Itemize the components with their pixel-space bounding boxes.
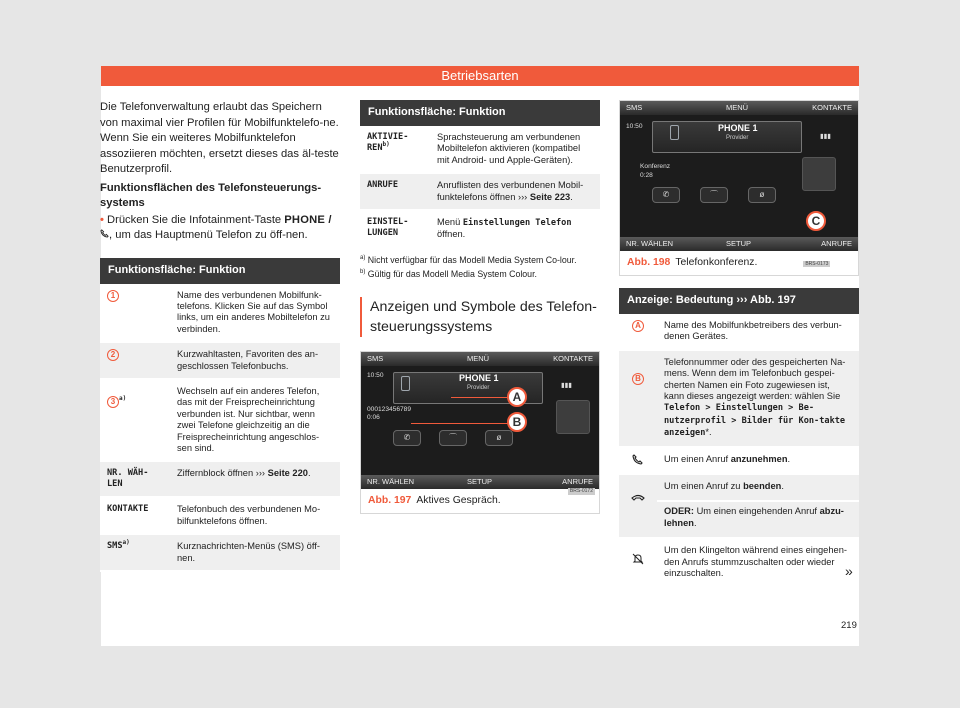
phone-end-icon: [631, 493, 645, 501]
marker-1-icon: 1: [107, 290, 119, 302]
marker-b-icon: B: [632, 373, 644, 385]
mobile-phone-icon: [401, 376, 410, 391]
screen-top-bar: SMS MENÜ KONTAKTE: [620, 101, 858, 115]
marker-2-icon: 2: [107, 349, 119, 361]
continue-arrow: »: [845, 563, 853, 579]
table-row: SMS$^{a)}$ Kurznachrichten-Menüs (SMS) öff-nen.: [100, 534, 340, 571]
function-table-2: [360, 100, 600, 249]
marker-c: C: [806, 211, 826, 231]
table-row: A Name des Mobilfunkbetreibers des verbun-denen Gerätes.: [619, 314, 859, 350]
figure-197: [360, 351, 600, 514]
table-row: KONTAKTE Telefonbuch des verbundenen Mo-bilfunktelefons öffnen.: [100, 497, 340, 534]
phone-key-label: PHONE /: [284, 213, 332, 226]
column-left: [100, 100, 340, 572]
page-number: 219: [841, 620, 857, 631]
phone-handset-icon: [100, 229, 109, 238]
marker-a-icon: A: [632, 320, 644, 332]
infotainment-screen: SMS MENÜ KONTAKTE 10:50 PHONE 1 Provider ▮▮▮ Konferenz 0:28 ✆ ⌒ ø C NR. WÄHLEN SETUP ANRUFE: [620, 101, 858, 251]
instruction-bullet: • Drücken Sie die Infotainment-Taste PHONE / , um das Hauptmenü Telefon zu öff-nen.: [100, 213, 332, 241]
mute-icon: [632, 553, 644, 565]
phone-accept-button[interactable]: ✆: [652, 187, 680, 203]
footnote-b: $^{b)}$ Gültig für das Modell Media System Colour.: [360, 269, 537, 280]
mobile-phone-icon: [670, 125, 679, 140]
intro-paragraph: Die Telefonverwaltung erlaubt das Speichern von maximal vier Profilen für Mobilfunktelefo-ne. Wenn Sie ein weiteres Mobilfunktelefon assoziieren möchten, ersetzt dieses das äl-teste Benutzerprofil.: [100, 101, 339, 175]
screen-bottom-bar: NR. WÄHLEN SETUP ANRUFE: [361, 475, 599, 489]
signal-icon: ▮▮▮: [561, 381, 572, 389]
signal-icon: ▮▮▮: [820, 133, 831, 140]
section-title: Anzeigen und Symbole des Telefon-steuerungssystems: [360, 297, 600, 337]
table-row: NR. WÄH-LEN Ziffernblock öffnen ››› Seite 220.: [100, 461, 340, 497]
phone-accept-icon: [632, 454, 644, 464]
mute-button[interactable]: ø: [748, 187, 776, 203]
table-row: EINSTEL-LUNGEN Menü Einstellungen Telefon öffnen.: [360, 210, 600, 248]
figure-198: [619, 100, 859, 276]
table-header: Funktionsfläche: Funktion: [100, 258, 340, 284]
screen-bottom-bar: NR. WÄHLEN SETUP ANRUFE: [620, 237, 858, 251]
infotainment-screen: SMS MENÜ KONTAKTE 10:50 PHONE 1 Provider ▮▮▮ 000123456789 0:06 ✆ ⌒ ø A B NR. WÄHLEN SETUP ANRUFE BRS-0172: [361, 352, 599, 489]
column-right: [619, 100, 859, 588]
table-row: B Telefonnummer oder des gespeicherten Na-mens. Wenn dem im Telefonbuch gespei-cherten Namen ein Foto zugewiesen ist, kann dieses angezeigt werden: wählen Sie Telefon > Einstellungen > Be-nutzerprofil > Bilder für Kon-takte anzeigen*.: [619, 350, 859, 447]
table-row: AKTIVIE-REN$^{b)}$ Sprachsteuerung am verbundenen Mobiltelefon aktivieren (kompatibel mit Android- und Apple-Geräten).: [360, 126, 600, 173]
display-table: [619, 288, 859, 588]
table-row: Um einen Anruf zu beenden. ODER: Um einen eingehenden Anruf abzu-lehnen.: [619, 474, 859, 538]
phone-accept-button[interactable]: ✆: [393, 430, 421, 446]
table-row: ANRUFE Anruflisten des verbundenen Mobil-funktelefons öffnen ››› Seite 223.: [360, 173, 600, 210]
phone-end-button[interactable]: ⌒: [439, 430, 467, 446]
conference-avatar: [802, 157, 836, 191]
table-header: Funktionsfläche: Funktion: [360, 100, 600, 126]
screen-top-bar: SMS MENÜ KONTAKTE: [361, 352, 599, 366]
phone-end-button[interactable]: ⌒: [700, 187, 728, 203]
figure-caption: Abb. 198 Telefonkonferenz. BRS-0173: [627, 257, 829, 268]
function-table-1: [100, 258, 340, 573]
column-middle: [360, 100, 600, 514]
bullet-dot-icon: •: [100, 213, 104, 226]
marker-a: A: [507, 387, 527, 407]
table-row: 1 Name des verbundenen Mobilfunk-telefons. Klicken Sie auf das Symbol links, um ein anderes Mobiltelefon zu verbinden.: [100, 284, 340, 343]
table-header: Anzeige: Bedeutung ››› Abb. 197: [619, 288, 859, 314]
footnote-a: $^{a)}$ Nicht verfügbar für das Modell Media System Co-lour.: [360, 254, 577, 265]
figure-caption: Abb. 197 Aktives Gespräch.: [368, 494, 501, 506]
table-row: Um einen Anruf anzunehmen.: [619, 447, 859, 474]
marker-b: B: [507, 412, 527, 432]
section-banner: Betriebsarten: [101, 66, 859, 86]
table-row: 2 Kurzwahltasten, Favoriten des an-geschlossen Telefonbuchs.: [100, 342, 340, 379]
table-row: Um den Klingelton während eines eingehen-den Anrufs stummzuschalten oder wieder einzuschalten.: [619, 538, 859, 586]
mute-button[interactable]: ø: [485, 430, 513, 446]
marker-3-icon: 3: [107, 396, 119, 408]
section-heading: Funktionsflächen des Telefonsteuerungs-systems: [100, 181, 322, 209]
table-row: 3 $^{a)}$ Wechseln auf ein anderes Telefon, das mit der Freisprecheinrichtung verbunden ist. Nur sichtbar, wenn zwei Telefone gleichzeitig an die Freisprecheinrichtung angeschlos-sen sind.: [100, 379, 340, 461]
contact-avatar: [556, 400, 590, 434]
